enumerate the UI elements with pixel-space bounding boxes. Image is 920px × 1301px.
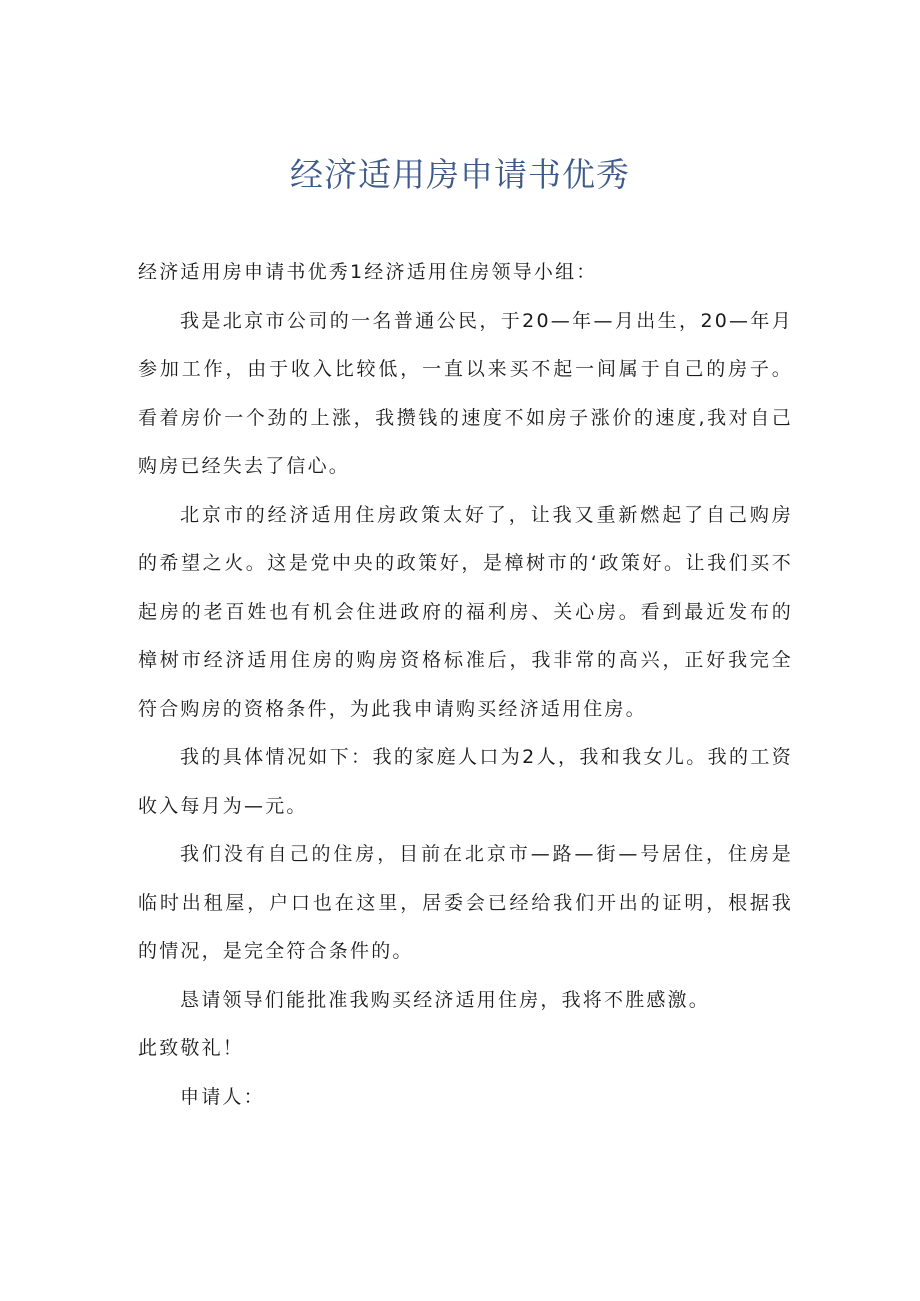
paragraph-policy: 北京市的经济适用住房政策太好了，让我又重新燃起了自己购房的希望之火。这是党中央的政策好，是樟树市的‘政策好。让我们买不起房的老百姓也有机会住进政府的福利房、关心房。看到最近发布的樟树市经济适用住房的购房资格标准后，我非常的高兴，正好我完全符合购房的资格条件，为此我申请购买经济适用住房。 xyxy=(138,503,793,720)
paragraph-intro: 我是北京市公司的一名普通公民，于20—年—月出生，20—年月参加工作，由于收入比较低，一直以来买不起一间属于自己的房子。看着房价一个劲的上涨，我攒钱的速度不如房子涨价的速度,我对自己购房已经失去了信心。 xyxy=(138,309,793,477)
applicant-label: 申请人： xyxy=(180,1085,265,1108)
closing: 此致敬礼！ xyxy=(138,1037,245,1059)
paragraph-request: 恳请领导们能批准我购买经济适用住房，我将不胜感激。 xyxy=(180,988,711,1011)
document-title: 经济适用房申请书优秀 xyxy=(290,155,630,194)
paragraph-family: 我的具体情况如下：我的家庭人口为2人，我和我女儿。我的工资收入每月为—元。 xyxy=(138,746,793,817)
paragraph-housing: 我们没有自己的住房，目前在北京市—路—街—号居住，住房是临时出租屋，户口也在这里，居委会已经给我们开出的证明，根据我的情况，是完全符合条件的。 xyxy=(138,843,793,962)
document-body xyxy=(138,248,793,1121)
salutation: 经济适用房申请书优秀1经济适用住房领导小组： xyxy=(138,261,598,283)
